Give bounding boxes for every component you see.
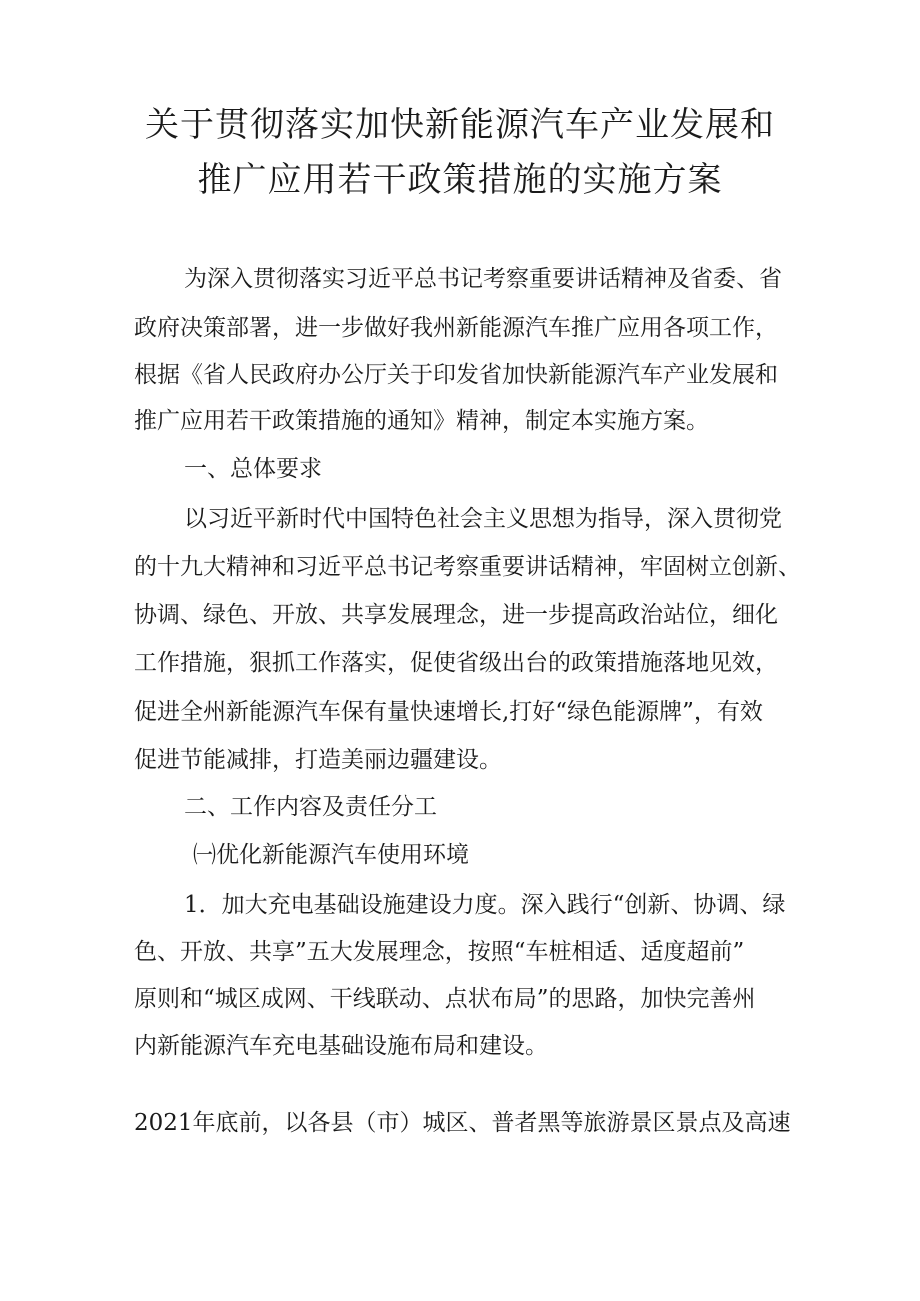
guiding-paragraph-line-5: 促进全州新能源汽车保有量快速增长,打好“绿色能源牌”，有效 <box>134 699 763 725</box>
item-1-paragraph-line-3: 原则和“城区成网、干线联动、点状布局”的思路，加快完善州 <box>134 986 756 1012</box>
intro-paragraph-line-1: 为深入贯彻落实习近平总书记考察重要讲话精神及省委、省 <box>184 266 782 292</box>
item-1-paragraph-line-2: 色、开放、共享”五大发展理念，按照“车桩相适、适度超前” <box>134 939 745 965</box>
document-title-line-1: 关于贯彻落实加快新能源汽车产业发展和 <box>145 105 775 145</box>
intro-paragraph-line-4: 推广应用若干政策措施的通知》精神，制定本实施方案。 <box>134 408 709 434</box>
section-heading-work-content: 二、工作内容及责任分工 <box>184 794 437 820</box>
guiding-paragraph-line-3: 协调、绿色、开放、共享发展理念，进一步提高政治站位，细化 <box>134 602 778 628</box>
guiding-paragraph-line-1: 以习近平新时代中国特色社会主义思想为指导，深入贯彻党 <box>184 506 782 532</box>
guiding-paragraph-line-2: 的十九大精神和习近平总书记考察重要讲话精神，牢固树立创新、 <box>134 554 801 580</box>
intro-paragraph-line-3: 根据《省人民政府办公厅关于印发省加快新能源汽车产业发展和 <box>134 362 778 388</box>
guiding-paragraph-line-6: 促进节能减排，打造美丽边疆建设。 <box>134 747 502 773</box>
document-title-line-2: 推广应用若干政策措施的实施方案 <box>197 160 723 200</box>
continuation-paragraph-line-1: 2021年底前，以各县（市）城区、普者黑等旅游景区景点及高速 <box>134 1110 791 1136</box>
item-1-paragraph-line-1: 1．加大充电基础设施建设力度。深入践行“创新、协调、绿 <box>184 892 786 918</box>
section-heading-general-requirements: 一、总体要求 <box>184 456 322 482</box>
guiding-paragraph-line-4: 工作措施，狠抓工作落实，促使省级出台的政策措施落地见效， <box>134 650 778 676</box>
intro-paragraph-line-2: 政府决策部署，进一步做好我州新能源汽车推广应用各项工作， <box>134 315 778 341</box>
subsection-heading-optimize-environment: ㈠优化新能源汽车使用环境 <box>193 842 469 868</box>
item-1-paragraph-line-4: 内新能源汽车充电基础设施布局和建设。 <box>134 1033 548 1059</box>
